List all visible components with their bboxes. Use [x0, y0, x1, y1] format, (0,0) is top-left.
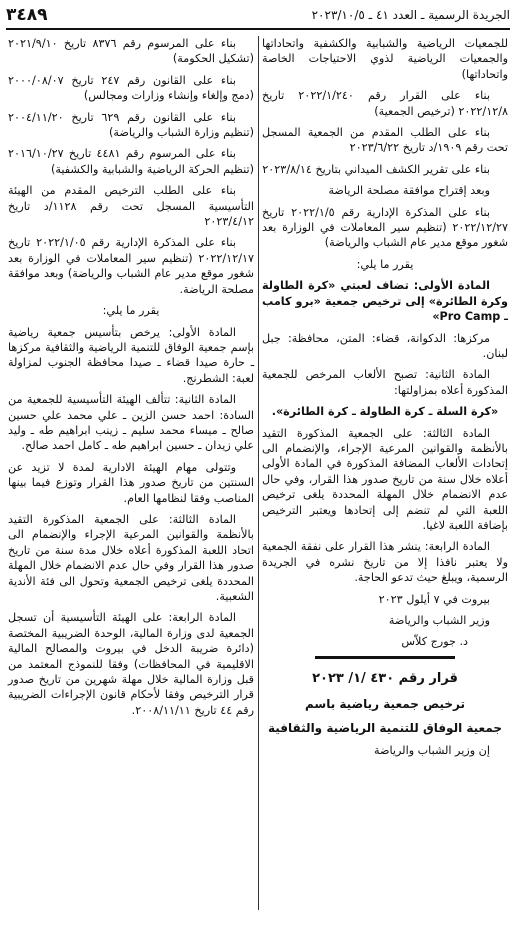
issuer-line: إن وزير الشباب والرياضة: [373, 743, 490, 757]
paragraph: بناء على القرار رقم ٢٠٢٢/١/٢٤٠ تاريخ ٢٠٢٢/١٢/٨ (ترخيص الجمعية): [262, 89, 508, 118]
column-divider: [258, 36, 259, 910]
paragraph: للجمعيات الرياضية والشبابية والكشفية واتحاداتها والجمعيات الرياضية لذوي الاحتياجات الخاصة واتحاداتها): [262, 37, 508, 81]
paragraph: بناء على القانون رقم ٢٤٧ تاريخ ٢٠٠٠/٠٨/٠٧ (دمج وإلغاء وإنشاء وزارات ومجالس): [8, 73, 254, 103]
decree-subject-line-2: جمعية الوفاق للتنمية الرياضية والثقافية: [267, 720, 503, 735]
header-rule: [6, 28, 510, 30]
page-header: [6, 4, 510, 26]
games-list: «كرة السلة ـ كرة الطاولة ـ كرة الطائرة».: [271, 405, 499, 419]
right-column: [262, 36, 508, 764]
paragraph: وبعد إقتراح موافقة مصلحة الرياضة: [328, 184, 490, 198]
article-2: المادة الثانية: تتألف الهيئة التأسيسية للجمعية من السادة: احمد حسن الزين ـ علي محمد علي حسين صالح ـ ميساء محمد سليم ـ زينب ابراهيم طه ـ وليد علي زيدان ـ حسين ابراهيم طه ـ كامل احمد صالح.: [8, 393, 254, 453]
article-1: المادة الأولى: يرخص بتأسيس جمعية رياضية بإسم جمعية الوفاق للتنمية الرياضية والثقافية مركزها ـ حارة صيدا قضاء ـ صيدا محافظة الجنوب لمزاولة لعبة: الشطرنج.: [8, 325, 254, 385]
article-1: المادة الأولى: تضاف لعبتي «كرة الطاولة وكرة الطائرة» إلى ترخيص جمعية «برو كامب ـ Pro Camp»: [262, 279, 508, 324]
decree-number: قرار رقم ٤٣٠ /١/ ٢٠٢٣: [312, 670, 458, 686]
headquarters: مركزها: الدكوانة، قضاء: المتن، محافظة: جبل لبنان.: [262, 331, 508, 360]
paragraph: بناء على الطلب المقدم من الجمعية المسجل تحت رقم ١٩٠٩/د تاريخ ٢٠٢٣/٦/٢٢: [262, 126, 508, 155]
page-number: ٣٤٨٩: [6, 5, 48, 25]
article-4: المادة الرابعة: على الهيئة التأسيسية أن تسجل الجمعية لدى وزارة المالية، الوحدة الضريبية المختصة (دائرة ضريبة الدخل في بيروت والمصالح المالية الاقليمية في المحافظات) وفقا للنموذج المعتمد من قبل وزارة المالية خلال مهلة شهرين من تاريخ صدور قرار الترخيص وفقا لأحكام قانون الإجراءات الضريبية رقم ٤٤ تاريخ ٢٠٠٨/١١/١١.: [8, 611, 254, 717]
paragraph: بناء على المذكرة الإدارية رقم ٢٠٢٢/١/٥ تاريخ ٢٠٢٢/١٢/٢٧ (تنظيم سير المعاملات في الوزارة بعد شغور موقع مدير عام الشباب والرياضة): [262, 205, 508, 250]
paragraph: بناء على تقرير الكشف الميداني بتاريخ ٢٠٢٣/٨/١٤: [262, 162, 490, 176]
gazette-issue-title: الجريدة الرسمية ـ العدد ٤١ ـ ٢٠٢٣/١٠/٥: [311, 8, 510, 22]
paragraph: بناء على المرسوم رقم ٨٣٧٦ تاريخ ٢٠٢١/٩/١٠ (تشكيل الحكومة): [8, 37, 254, 66]
decides-heading: يقرر ما يلي:: [356, 257, 414, 271]
paragraph: بناء على الطلب الترخيص المقدم من الهيئة التأسيسية المسجل تحت رقم ١١٢٨/د تاريخ ٢٠٢٣/٤/١٢: [8, 184, 254, 229]
article-4: المادة الرابعة: ينشر هذا القرار على نفقة الجمعية ولا يعتبر نافذا إلا من تاريخ نشره في الجريدة الرسمية، ويبلغ حيث تدعو الحاجة.: [262, 540, 508, 585]
article-3: المادة الثالثة: على الجمعية المذكورة التقيد بالأنظمة والقوانين المرعية الإجراء والإنضمام الى اتحاد اللعبة المذكورة أعلاه خلال مدة سنة من تاريخ صدور هذا القرار وفي حال عدم الانضمام خلال المهلة المحددة يلغى ترخيص الجمعية وتحول الى فئة الأندية الشعبية.: [8, 512, 254, 603]
decides-heading: يقرر ما يلي:: [102, 304, 160, 318]
paragraph: بناء على المرسوم رقم ٤٤٨١ تاريخ ٢٠١٦/١٠/٢٧ (تنظيم الحركة الرياضية والشبابية والكشفية): [8, 147, 254, 176]
minister-title: وزير الشباب والرياضة: [388, 614, 490, 627]
paragraph: بناء على القانون رقم ٦٢٩ تاريخ ٢٠٠٤/١١/٢٠ (تنظيم وزارة الشباب والرياضة): [8, 110, 254, 140]
decree-subject-line-1: ترخيص جمعية رياضية باسم: [305, 696, 465, 711]
left-column: [8, 36, 254, 724]
article-2: المادة الثانية: تصبح الألعاب المرخص للجمعية المذكورة أعلاه بمزاولتها:: [262, 368, 508, 397]
paragraph: بناء على المذكرة الإدارية رقم ٢٠٢٢/١/٠٥ تاريخ ٢٠٢٢/١٢/١٧ (تنظيم سير المعاملات في الوزارة بعد شغور موقع مدير عام الشباب والرياضة) وبعد موافقة مصلحة الرياضة.: [8, 236, 254, 296]
signing-date: بيروت في ٧ أيلول ٢٠٢٣: [378, 592, 490, 606]
article-2-continued: وتتولى مهام الهيئة الادارية لمدة لا تزيد عن السنتين من تاريخ صدور هذا القرار وتوزع فيما بينها المناصب وفقا لنظامها العام.: [8, 460, 254, 505]
article-3: المادة الثالثة: على الجمعية المذكورة التقيد بالأنظمة والقوانين المرعية الإجراء، والإنضمام الى إتحادات الألعاب المضافة المذكورة في المادة الأولى أعلاه خلال سنة من تاريخ صدور هذا القرار، وفي حال عدم الانضمام خلال المهلة المحددة يلغى ترخيص اللعبة التي لم تنضم إلى إتحادها ويعتبر الترخيص بإضافة اللعبة لاغيا.: [262, 426, 508, 532]
signature-rule: [315, 656, 455, 659]
minister-name: د. جورج كلاّس: [401, 635, 468, 649]
